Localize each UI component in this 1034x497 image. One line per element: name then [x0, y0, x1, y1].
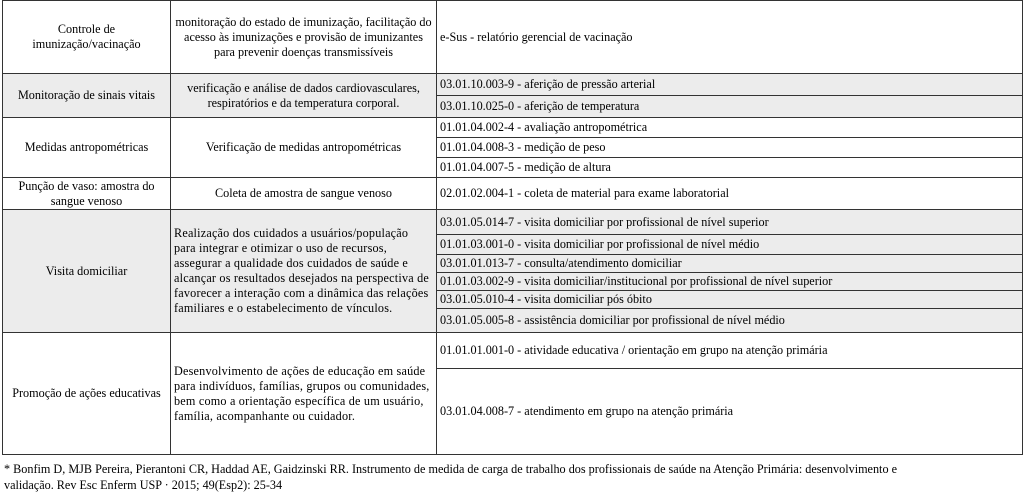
procedure-cell: 03.01.04.008-7 - atendimento em grupo na atenção primária [437, 369, 1023, 455]
footnote-line-2: validação. Rev Esc Enferm USP · 2015; 49(Esp2): 25-34 [4, 478, 283, 492]
footnote [4, 461, 1034, 493]
procedure-cell: 03.01.05.014-7 - visita domiciliar por profissional de nível superior [437, 210, 1023, 235]
procedure-cell: 01.01.04.008-3 - medição de peso [437, 138, 1023, 158]
procedure-cell: 03.01.05.010-4 - visita domiciliar pós óbito [437, 291, 1023, 309]
description-cell: Verificação de medidas antropométricas [171, 118, 437, 178]
table-row [3, 333, 1023, 369]
table-row [3, 210, 1023, 235]
table-row [3, 178, 1023, 210]
category-cell: Promoção de ações educativas [3, 333, 171, 455]
procedures-table [2, 0, 1023, 455]
procedure-cell: 03.01.01.013-7 - consulta/atendimento domiciliar [437, 255, 1023, 273]
category-cell: Medidas antropométricas [3, 118, 171, 178]
table-row [3, 118, 1023, 138]
description-cell: verificação e análise de dados cardiovasculares, respiratórios e da temperatura corporal. [171, 74, 437, 118]
procedure-cell: 01.01.04.007-5 - medição de altura [437, 158, 1023, 178]
footnote-line-1: * Bonfim D, MJB Pereira, Pierantoni CR, Haddad AE, Gaidzinski RR. Instrumento de medida de carga de trabalho dos profissionais de saúde na Atenção Primária: desenvolvimento e [4, 462, 897, 476]
description-cell: Desenvolvimento de ações de educação em saúde para indivíduos, famílias, grupos ou comunidades, bem como a orientação específica de um usuário, família, acompanhante ou cuidador. [171, 333, 437, 455]
procedure-cell: 01.01.01.001-0 - atividade educativa / orientação em grupo na atenção primária [437, 333, 1023, 369]
category-cell: Controle de imunização/vacinação [3, 1, 171, 74]
category-cell: Monitoração de sinais vitais [3, 74, 171, 118]
table-row [3, 1, 1023, 74]
procedure-cell: 01.01.03.002-9 - visita domiciliar/institucional por profissional de nível superior [437, 273, 1023, 291]
procedure-cell: 03.01.05.005-8 - assistência domiciliar por profissional de nível médio [437, 309, 1023, 333]
table-row [3, 74, 1023, 96]
category-cell: Punção de vaso: amostra do sangue venoso [3, 178, 171, 210]
description-cell: monitoração do estado de imunização, facilitação do acesso às imunizações e provisão de imunizantes para prevenir doenças transmissíveis [171, 1, 437, 74]
procedure-cell: 03.01.10.003-9 - aferição de pressão arterial [437, 74, 1023, 96]
procedure-cell: 01.01.03.001-0 - visita domiciliar por profissional de nível médio [437, 235, 1023, 255]
procedure-cell: 03.01.10.025-0 - aferição de temperatura [437, 96, 1023, 118]
procedure-cell: 01.01.04.002-4 - avaliação antropométrica [437, 118, 1023, 138]
procedure-cell: e-Sus - relatório gerencial de vacinação [437, 1, 1023, 74]
description-cell: Realização dos cuidados a usuários/população para integrar e otimizar o uso de recursos, assegurar a qualidade dos cuidados de saúde e alcançar os resultados desejados na perspectiva de favorecer a interação com a dinâmica das relações familiares e o estabelecimento de vínculos. [171, 210, 437, 333]
description-cell: Coleta de amostra de sangue venoso [171, 178, 437, 210]
category-cell: Visita domiciliar [3, 210, 171, 333]
procedure-cell: 02.01.02.004-1 - coleta de material para exame laboratorial [437, 178, 1023, 210]
